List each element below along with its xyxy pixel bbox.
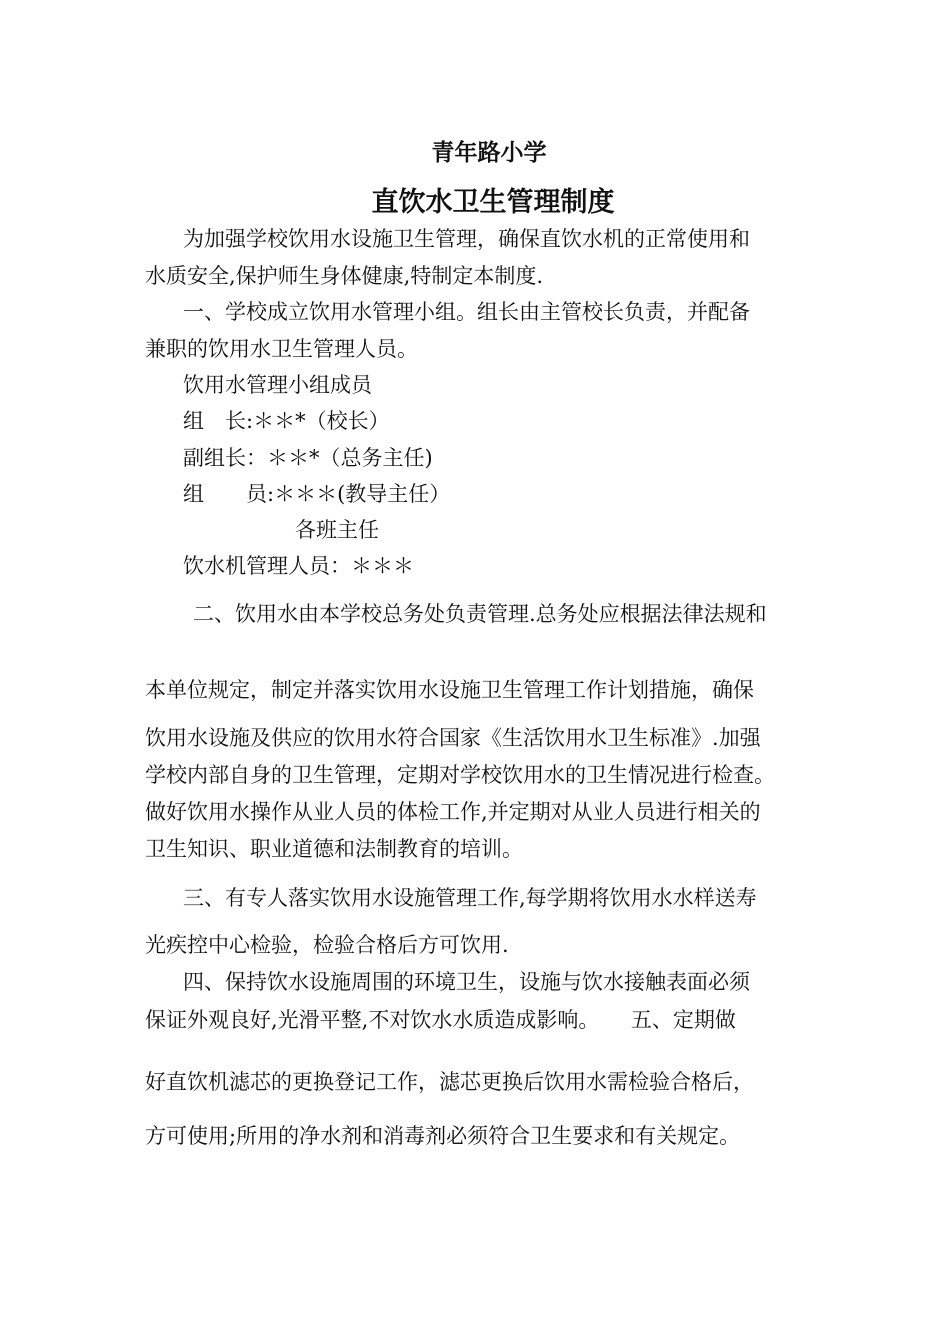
group-members-heading: 饮用水管理小组成员 [183,373,372,397]
deputy-leader-line: 副组长：＊＊*（总务主任) [183,446,433,470]
section-2-line-2: 本单位规定，制定并落实饮用水设施卫生管理工作计划措施，确保 [145,678,754,702]
section-2-line-6: 卫生知识、职业道德和法制教育的培训。 [145,837,523,861]
section-2-line-1: 二、饮用水由本学校总务处负责管理.总务处应根据法律法规和 [193,602,767,626]
section-4-line-2: 保证外观良好,光滑平整,不对饮水水质造成影响。 五、定期做 [145,1008,736,1032]
section-3-line-1: 三、有专人落实饮用水设施管理工作,每学期将饮用水水样送寿 [183,886,757,910]
section-4-line-1: 四、保持饮水设施周围的环境卫生，设施与饮水接触表面必须 [183,970,750,994]
group-member-line: 组 员:＊＊＊(教导主任） [183,482,451,506]
machine-manager-line: 饮水机管理人员：＊＊＊ [183,554,414,578]
section-5-line-2: 方可使用;所用的净水剂和消毒剂必须符合卫生要求和有关规定。 [145,1124,741,1148]
school-name: 青年路小学 [431,140,547,166]
paragraph-intro-line-1: 为加强学校饮用水设施卫生管理，确保直饮水机的正常使用和 [183,227,750,251]
document-title: 直饮水卫生管理制度 [371,187,615,218]
section-2-line-4: 学校内部自身的卫生管理，定期对学校饮用水的卫生情况进行检查。 [145,763,775,787]
group-leader-line: 组 长:＊＊*（校长） [183,409,390,433]
section-2-line-5: 做好饮用水操作从业人员的体检工作,并定期对从业人员进行相关的 [145,800,761,824]
class-teachers-line: 各班主任 [295,518,379,542]
section-1-line-1: 一、学校成立饮用水管理小组。组长由主管校长负责，并配备 [183,300,750,324]
section-2-line-3: 饮用水设施及供应的饮用水符合国家《生活饮用水卫生标准》.加强 [145,726,761,750]
section-5-line-1: 好直饮机滤芯的更换登记工作，滤芯更换后饮用水需检验合格后， [145,1070,754,1094]
paragraph-intro-line-2: 水质安全,保护师生身体健康,特制定本制度. [145,264,544,288]
section-3-line-2: 光疾控中心检验，检验合格后方可饮用. [145,933,509,957]
section-1-line-2: 兼职的饮用水卫生管理人员。 [145,337,418,361]
